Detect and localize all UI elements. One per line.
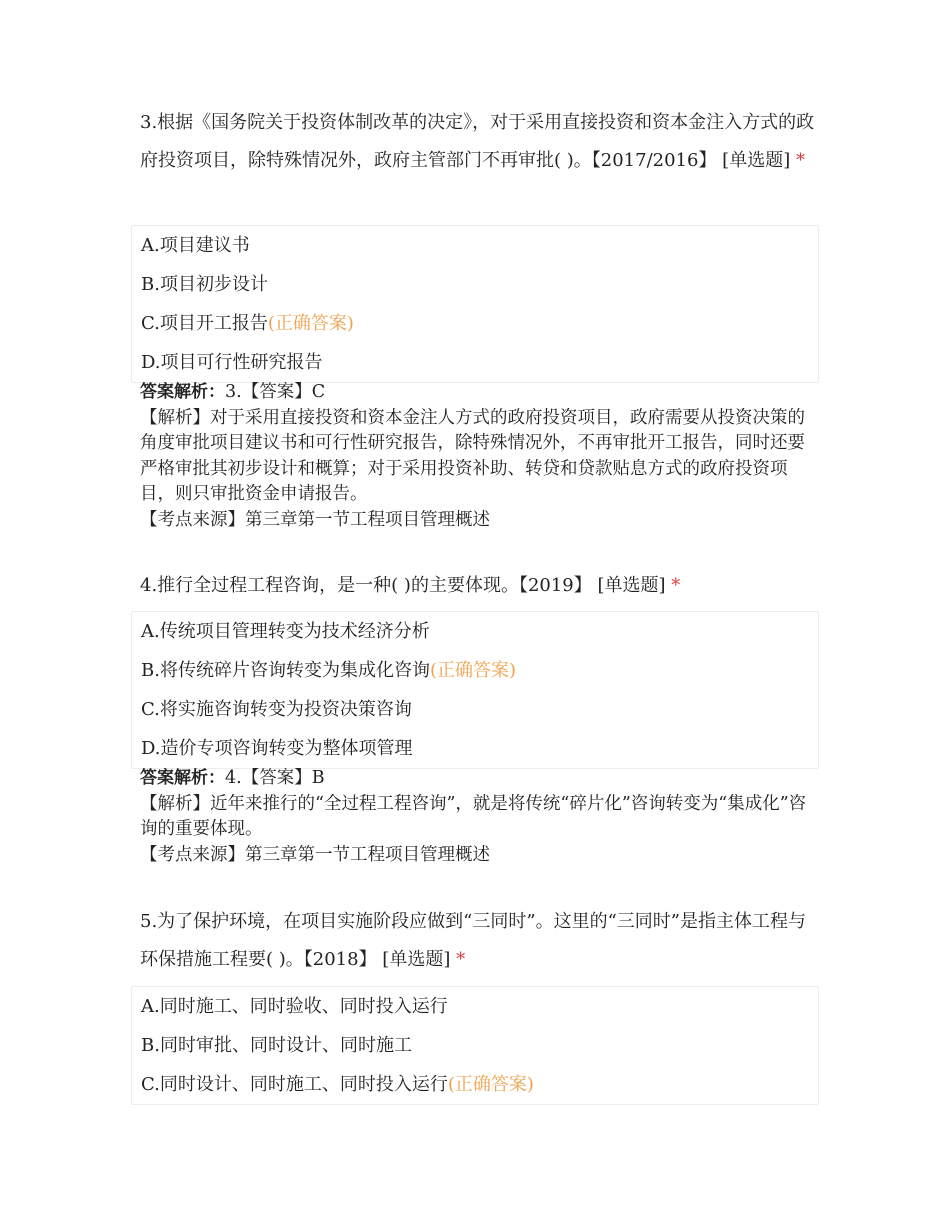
option-4a[interactable] <box>132 612 818 651</box>
option-5a[interactable] <box>132 987 818 1026</box>
question-4-analysis <box>140 766 815 868</box>
option-3a[interactable] <box>132 226 818 265</box>
option-label: C.同时设计、同时施工、同时投入运行 <box>141 1074 448 1095</box>
question-3-options <box>131 225 819 383</box>
correct-tag: (正确答案) <box>447 1074 534 1095</box>
analysis-explanation: 【解析】对于采用直接投资和资本金注人方式的政府投资项目，政府需要从投资决策的角度审批项目建议书和可行性研究报告，除特殊情况外，不再审批开工报告，同时还要严格审批其初步设计和概算；对于采用投资补助、转贷和贷款贴息方式的政府投资项目，则只审批资金申请报告。 <box>140 407 805 504</box>
option-label: C.项目开工报告 <box>141 313 268 334</box>
option-3c[interactable] <box>132 304 818 343</box>
question-4-options <box>131 611 819 769</box>
option-5c[interactable] <box>132 1065 818 1104</box>
correct-tag: (正确答案) <box>267 313 354 334</box>
option-label: A.传统项目管理转变为技术经济分析 <box>141 621 430 642</box>
option-4b[interactable] <box>132 651 818 690</box>
option-label: C.将实施咨询转变为投资决策咨询 <box>141 699 412 720</box>
correct-tag: (正确答案) <box>429 660 516 681</box>
required-mark: * <box>456 949 466 970</box>
option-label: B.同时审批、同时设计、同时施工 <box>141 1035 412 1056</box>
analysis-answer: 3.【答案】C <box>225 382 326 402</box>
question-5-options <box>131 986 819 1105</box>
question-3-analysis <box>140 380 815 533</box>
option-5b[interactable] <box>132 1026 818 1065</box>
question-3-stem: 3.根据《国务院关于投资体制改革的决定》，对于采用直接投资和资本金注入方式的政府投资项目，除特殊情况外，政府主管部门不再审批( )。【2017/2016】 [单选题] <box>140 112 815 171</box>
option-4c[interactable] <box>132 690 818 729</box>
question-4-stem: 4.推行全过程工程咨询，是一种( )的主要体现。【2019】 [单选题] <box>140 575 666 596</box>
analysis-source: 【考点来源】第三章第一节工程项目管理概述 <box>140 509 490 530</box>
analysis-explanation: 【解析】近年来推行的“全过程工程咨询”，就是将传统“碎片化”咨询转变为“集成化”咨询的重要体现。 <box>140 793 807 839</box>
option-3b[interactable] <box>132 265 818 304</box>
option-label: A.同时施工、同时验收、同时投入运行 <box>141 996 448 1017</box>
option-label: A.项目建议书 <box>141 235 250 256</box>
option-label: D.项目可行性研究报告 <box>141 352 323 373</box>
option-label: D.造价专项咨询转变为整体项管理 <box>141 738 413 759</box>
required-mark: * <box>671 575 681 596</box>
analysis-heading: 答案解析： <box>140 382 225 402</box>
required-mark: * <box>795 150 805 171</box>
question-3-text <box>140 104 815 180</box>
analysis-source: 【考点来源】第三章第一节工程项目管理概述 <box>140 844 490 865</box>
question-5-text <box>140 903 815 979</box>
option-label: B.将传统碎片咨询转变为集成化咨询 <box>141 660 430 681</box>
option-label: B.项目初步设计 <box>141 274 268 295</box>
analysis-answer: 4.【答案】B <box>225 768 325 788</box>
analysis-heading: 答案解析： <box>140 768 225 788</box>
question-4-text <box>140 567 815 605</box>
question-5-stem: 5.为了保护环境，在项目实施阶段应做到“三同时”。这里的“三同时”是指主体工程与环保措施工程要( )。【2018】 [单选题] <box>140 911 806 970</box>
option-4d[interactable] <box>132 729 818 768</box>
option-3d[interactable] <box>132 343 818 382</box>
